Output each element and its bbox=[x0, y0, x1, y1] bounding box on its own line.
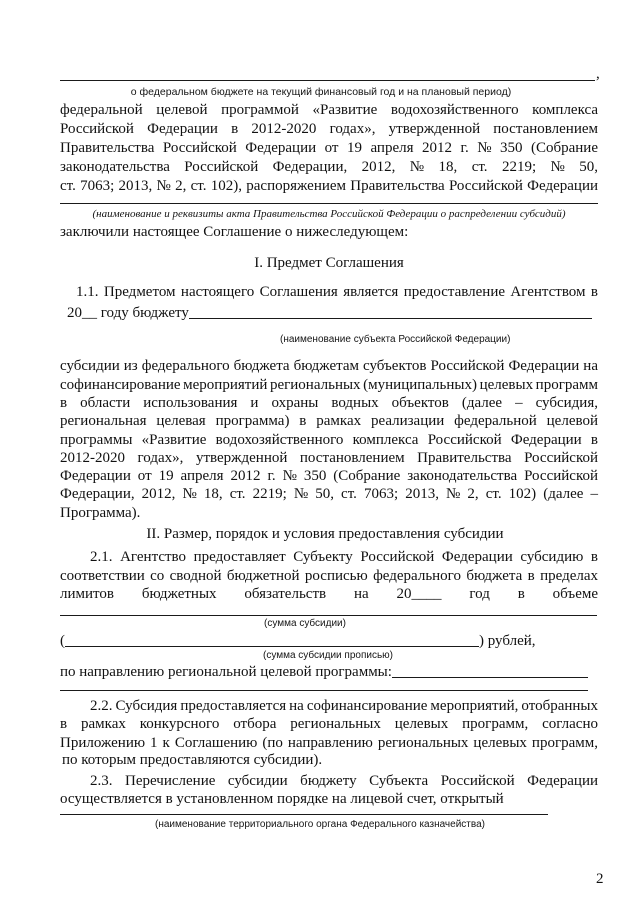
clause-1-1-line: в области использования и охраны водных объектов (далее – субсидия, bbox=[60, 395, 598, 411]
clause-1-1-line: региональная целевая программа) в рамках реализации федеральной целевой bbox=[60, 413, 598, 429]
page-number: 2 bbox=[596, 871, 604, 887]
amount-in-words-line bbox=[60, 632, 536, 651]
preamble-line: Российской Федерации в 2012-2020 годах», утвержденной постановлением bbox=[60, 121, 598, 137]
header-rule bbox=[60, 80, 595, 81]
amount-in-words-open: ( bbox=[60, 633, 65, 649]
clause-1-1-first-line: 1.1. Предметом настоящего Соглашения является предоставление Агентством в bbox=[76, 284, 598, 300]
section-1-title: I. Предмет Соглашения bbox=[254, 255, 404, 271]
preamble-line: ст. 7063; 2013, № 2, ст. 102), распоряжением Правительства Российской Федерации bbox=[60, 178, 598, 194]
year-recipient-line bbox=[67, 304, 592, 323]
recipient-name-blank bbox=[189, 306, 592, 319]
amount-in-words-close: ) рублей, bbox=[479, 633, 536, 649]
treasury-account-rule bbox=[60, 814, 548, 815]
preamble-line: федеральной целевой программой «Развитие водохозяйственного комплекса bbox=[60, 102, 598, 118]
subsidy-amount-caption: (сумма субсидии) bbox=[264, 618, 346, 629]
section-2-title: II. Размер, порядок и условия предоставления субсидии bbox=[146, 526, 504, 542]
clause-2-3-line: осуществляется в установленном порядке на лицевой счет, открытый bbox=[60, 791, 504, 807]
header-caption: о федеральном бюджете на текущий финансовый год и на плановый период) bbox=[130, 86, 512, 98]
program-direction-rule bbox=[60, 690, 588, 691]
act-name-caption: (наименование и реквизиты акта Правительства Российской Федерации о распределении субсидий) bbox=[92, 208, 566, 220]
subsidy-amount-rule bbox=[60, 615, 597, 616]
clause-2-2-line: Приложению 1 к Соглашению (по направлению региональных целевых программ, bbox=[60, 735, 598, 751]
year-recipient-text: 20__ году бюджету bbox=[67, 305, 189, 321]
clause-2-2-line: 2.2. Субсидия предоставляется на софинансирование мероприятий, отобранных bbox=[90, 698, 598, 714]
recipient-caption: (наименование субъекта Российской Федерации) bbox=[280, 334, 511, 345]
clause-1-1-line: 2012-2020 годах», утвержденной постановлением Правительства Российской bbox=[60, 450, 598, 466]
clause-1-1-line: Программа). bbox=[60, 505, 141, 521]
conclusion-text: заключили настоящее Соглашение о нижеследующем: bbox=[60, 224, 409, 240]
amount-in-words-blank bbox=[65, 634, 479, 647]
act-name-rule bbox=[60, 203, 598, 204]
preamble-line: Правительства Российской Федерации от 19 апреля 2012 г. № 350 (Собрание bbox=[60, 140, 598, 156]
clause-2-1-line: 2.1. Агентство предоставляет Субъекту Российской Федерации субсидию в bbox=[90, 549, 598, 565]
clause-1-1-line: софинансирование мероприятий региональных (муниципальных) целевых программ bbox=[60, 377, 598, 393]
clause-1-1-line: Федерации, 2012, № 18, ст. 2219; № 50, ст. 7063; 2013, № 2, ст. 102) (далее – bbox=[60, 486, 598, 502]
preamble-line: законодательства Российской Федерации, 2012, № 18, ст. 2219; № 50, bbox=[60, 159, 598, 175]
clause-2-1-line: соответствии со сводной бюджетной росписью федерального бюджета в пределах bbox=[60, 568, 598, 584]
clause-2-2-line: в рамках конкурсного отбора региональных целевых программ, согласно bbox=[60, 716, 598, 732]
clause-1-1-line: субсидии из федерального бюджета бюджетам субъектов Российской Федерации на bbox=[60, 358, 598, 374]
program-direction-label: по направлению региональной целевой программы: bbox=[60, 664, 392, 680]
program-direction-line bbox=[60, 663, 588, 682]
treasury-account-caption: (наименование территориального органа Федерального казначейства) bbox=[155, 819, 485, 830]
header-trailing-comma: , bbox=[596, 66, 600, 82]
clause-1-1-line: Федерации от 19 апреля 2012 г. № 350 (Собрание законодательства Российской bbox=[60, 468, 598, 484]
clause-2-3-line: 2.3. Перечисление субсидии бюджету Субъекта Российской Федерации bbox=[90, 773, 598, 789]
clause-1-1-line: программы «Развитие водохозяйственного комплекса Российской Федерации в bbox=[60, 432, 598, 448]
clause-2-2-line: по которым предоставляются субсидии). bbox=[62, 752, 323, 768]
amount-in-words-caption: (сумма субсидии прописью) bbox=[263, 650, 393, 661]
program-direction-blank bbox=[392, 665, 588, 678]
clause-2-1-line: лимитов бюджетных обязательств на 20____ год в объеме bbox=[60, 586, 598, 602]
